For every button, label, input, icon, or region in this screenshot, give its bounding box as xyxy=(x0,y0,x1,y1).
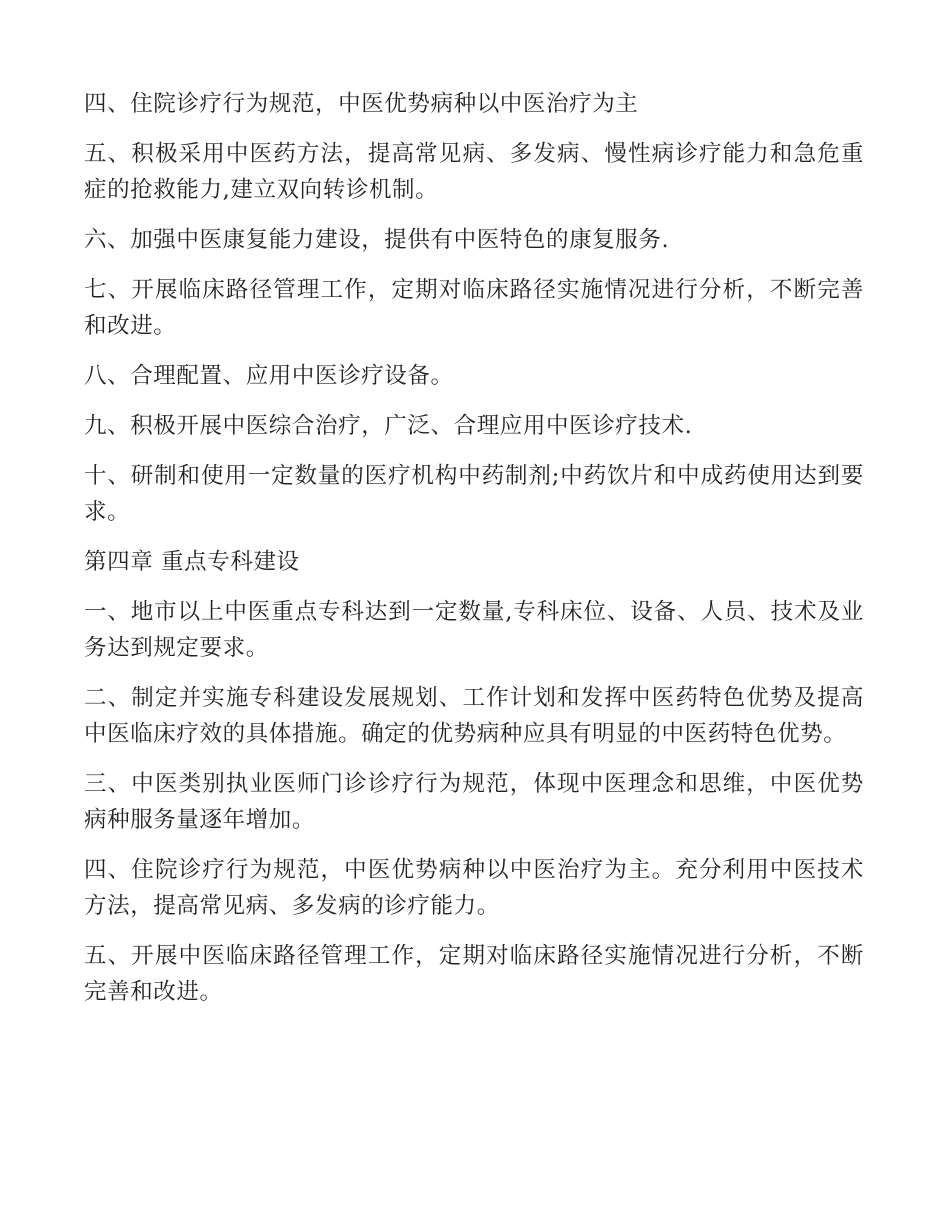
paragraph-development-plan: 二、制定并实施专科建设发展规划、工作计划和发挥中医药特色优势及提高中医临床疗效的具体措施。确定的优势病种应具有明显的中医药特色优势。 xyxy=(84,685,864,747)
paragraph-tcm-pathway: 五、开展中医临床路径管理工作，定期对临床路径实施情况进行分析，不断完善和改进。 xyxy=(84,943,864,1005)
paragraph-tcm-methods: 五、积极采用中医药方法，提高常见病、多发病、慢性病诊疗能力和急危重症的抢救能力,建立双向转诊机制。 xyxy=(84,141,864,203)
paragraph-clinical-pathway: 七、开展临床路径管理工作，定期对临床路径实施情况进行分析，不断完善和改进。 xyxy=(84,277,864,339)
paragraph-preparations: 十、研制和使用一定数量的医疗机构中药制剂;中药饮片和中成药使用达到要求。 xyxy=(84,463,864,525)
paragraph-key-specialties: 一、地市以上中医重点专科达到一定数量,专科床位、设备、人员、技术及业务达到规定要求。 xyxy=(84,599,864,661)
paragraph-inpatient-norms: 四、住院诊疗行为规范，中医优势病种以中医治疗为主 xyxy=(84,91,639,117)
paragraph-rehabilitation: 六、加强中医康复能力建设，提供有中医特色的康复服务. xyxy=(84,227,670,253)
chapter-heading: 第四章 重点专科建设 xyxy=(84,549,300,575)
paragraph-comprehensive-treatment: 九、积极开展中医综合治疗，广泛、合理应用中医诊疗技术. xyxy=(84,413,693,439)
document-body xyxy=(84,86,864,1024)
paragraph-inpatient-tcm: 四、住院诊疗行为规范，中医优势病种以中医治疗为主。充分利用中医技术方法，提高常见病、多发病的诊疗能力。 xyxy=(84,857,864,919)
paragraph-equipment: 八、合理配置、应用中医诊疗设备。 xyxy=(84,363,454,389)
paragraph-outpatient-norms: 三、中医类别执业医师门诊诊疗行为规范，体现中医理念和思维，中医优势病种服务量逐年增加。 xyxy=(84,771,864,833)
